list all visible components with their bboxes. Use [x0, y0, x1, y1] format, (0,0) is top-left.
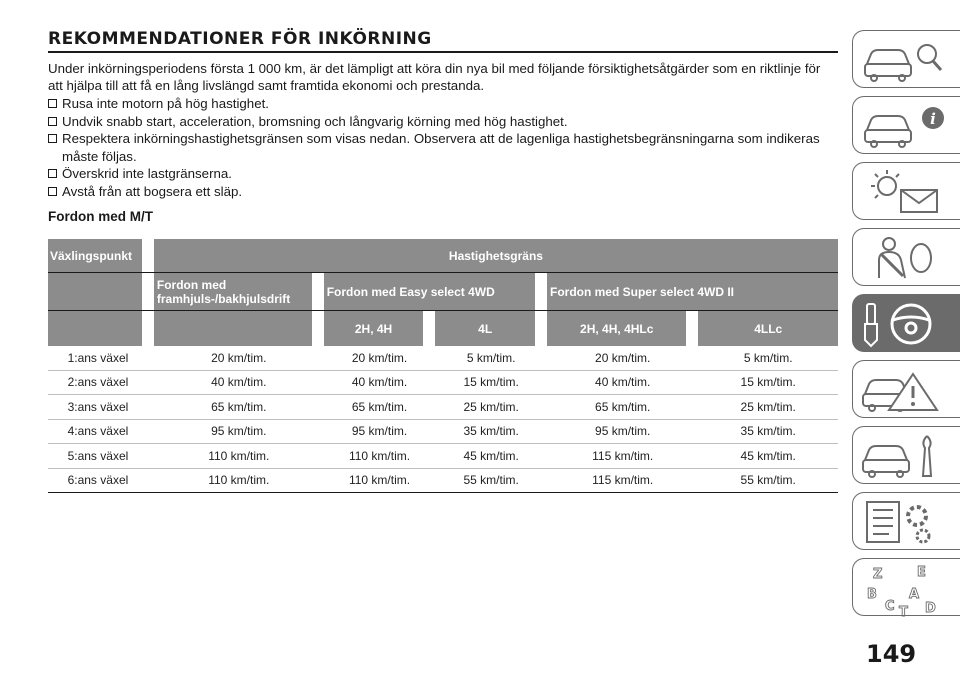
chapter-sidebar [852, 30, 960, 624]
speed-cell: 35 km/tim. [698, 419, 838, 444]
speed-cell: 95 km/tim. [547, 419, 698, 444]
speed-cell: 40 km/tim. [547, 370, 698, 395]
speed-cell: 45 km/tim. [698, 444, 838, 469]
car-info-icon [861, 102, 947, 150]
speed-cell: 15 km/tim. [698, 370, 838, 395]
chapter-tab[interactable] [852, 426, 960, 484]
header-es-2h4h: 2H, 4H [324, 311, 424, 347]
table-header-row [48, 311, 838, 347]
speed-cell: 25 km/tim. [698, 395, 838, 420]
speed-cell: 110 km/tim. [324, 444, 436, 469]
speed-cell: 65 km/tim. [154, 395, 324, 420]
speed-cell: 55 km/tim. [435, 468, 547, 493]
index-letter: A [909, 587, 920, 602]
car-search-icon [861, 36, 947, 84]
speed-cell: 5 km/tim. [698, 346, 838, 370]
table-header-row [48, 273, 838, 311]
chapter-tab[interactable] [852, 162, 960, 220]
speed-cell: 15 km/tim. [435, 370, 547, 395]
table-row [48, 419, 838, 444]
index-letter: D [925, 601, 936, 616]
list-item: Undvik snabb start, acceleration, bromsning och långvarig körning med hög hastighet. [48, 113, 838, 131]
table-row [48, 346, 838, 370]
header-ss-4llc: 4LLc [698, 311, 838, 347]
header-super-select: Fordon med Super select 4WD II [547, 273, 838, 311]
key-steering-wheel-icon [861, 300, 947, 348]
gear-cell: 1:ans växel [48, 346, 154, 370]
header-gear: Växlingspunkt [48, 239, 142, 273]
chapter-tab[interactable] [852, 30, 960, 88]
index-letter: T [899, 605, 908, 620]
speed-cell: 95 km/tim. [154, 419, 324, 444]
list-item: Överskrid inte lastgränserna. [48, 165, 838, 183]
header-es-4l: 4L [435, 311, 535, 347]
table-row [48, 468, 838, 493]
chapter-tab[interactable] [852, 558, 960, 620]
svg-text:i: i [930, 110, 936, 128]
speed-cell: 20 km/tim. [547, 346, 698, 370]
speed-cell: 65 km/tim. [547, 395, 698, 420]
gear-cell: 5:ans växel [48, 444, 154, 469]
header-speed-limit: Hastighetsgräns [154, 239, 838, 273]
speed-cell: 110 km/tim. [324, 468, 436, 493]
alphabet-index-icon [861, 564, 947, 620]
chapter-tab[interactable] [852, 96, 960, 154]
precaution-list [48, 95, 838, 200]
header-ss-2h4h4hlc: 2H, 4H, 4HLc [547, 311, 687, 347]
speed-cell: 40 km/tim. [154, 370, 324, 395]
speed-cell: 35 km/tim. [435, 419, 547, 444]
car-wrench-icon [861, 432, 947, 480]
specifications-gear-icon [861, 498, 947, 546]
table-row [48, 370, 838, 395]
index-letter: E [917, 565, 926, 580]
speed-cell: 115 km/tim. [547, 468, 698, 493]
speed-cell: 110 km/tim. [154, 468, 324, 493]
list-item: Rusa inte motorn på hög hastighet. [48, 95, 838, 113]
speed-cell: 20 km/tim. [154, 346, 324, 370]
page-number: 149 [866, 640, 917, 668]
speed-cell: 25 km/tim. [435, 395, 547, 420]
speed-cell: 95 km/tim. [324, 419, 436, 444]
gear-cell: 3:ans växel [48, 395, 154, 420]
index-letter: B [867, 587, 877, 602]
speed-limit-table [48, 239, 838, 493]
speed-cell: 40 km/tim. [324, 370, 436, 395]
page-content [48, 28, 838, 493]
list-item: Avstå från att bogsera ett släp. [48, 183, 838, 201]
intro-paragraph: Under inkörningsperiodens första 1 000 km, är det lämpligt att köra din nya bil med följande försiktighetsåtgärder som en riktlinje för att hjälpa till att få en lång livslängd samt framtida ekonomi och prestanda. [48, 61, 821, 93]
index-letter: Z [873, 567, 883, 582]
header-easy-select: Fordon med Easy select 4WD [324, 273, 535, 311]
chapter-tab[interactable] [852, 228, 960, 286]
speed-cell: 110 km/tim. [154, 444, 324, 469]
table-row [48, 444, 838, 469]
speed-cell: 5 km/tim. [435, 346, 547, 370]
chapter-tab[interactable] [852, 492, 960, 550]
speed-cell: 115 km/tim. [547, 444, 698, 469]
seatbelt-airbag-icon [861, 234, 947, 282]
header-front-rear: Fordon med framhjuls-/bakhjulsdrift [154, 273, 312, 311]
speed-cell: 20 km/tim. [324, 346, 436, 370]
chapter-tab[interactable] [852, 294, 960, 352]
light-message-icon [861, 168, 947, 216]
section-subheading: Fordon med M/T [48, 209, 153, 224]
chapter-tab[interactable] [852, 360, 960, 418]
page-title: REKOMMENDATIONER FÖR INKÖRNING [48, 28, 838, 53]
table-header-row [48, 239, 838, 273]
speed-cell: 55 km/tim. [698, 468, 838, 493]
gear-cell: 6:ans växel [48, 468, 154, 493]
car-warning-icon [861, 366, 947, 414]
gear-cell: 4:ans växel [48, 419, 154, 444]
index-letter: C [885, 599, 895, 614]
speed-cell: 65 km/tim. [324, 395, 436, 420]
list-item: Respektera inkörningshastighetsgränsen som visas nedan. Observera att de lagenliga hastighetsbegränsningarna som indikeras måste följas. [48, 130, 838, 165]
speed-cell: 45 km/tim. [435, 444, 547, 469]
table-row [48, 395, 838, 420]
gear-cell: 2:ans växel [48, 370, 154, 395]
